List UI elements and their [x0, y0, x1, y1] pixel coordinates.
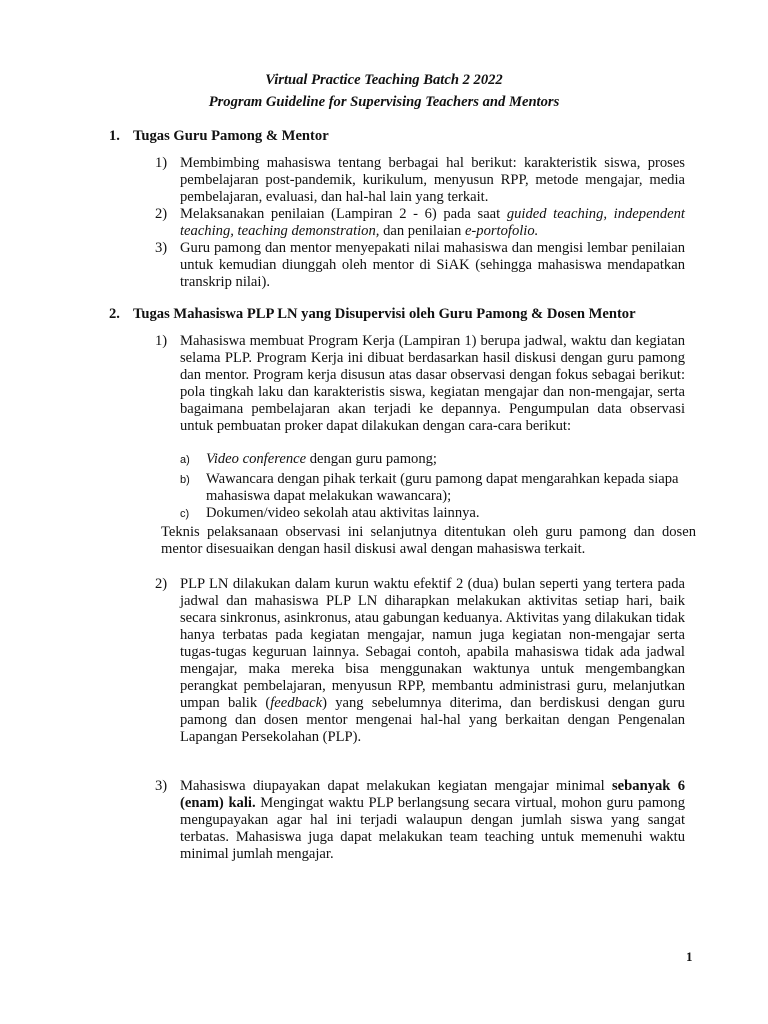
document-title-line2: Program Guideline for Supervising Teachers and Mentors [208, 94, 560, 110]
item-text: Membimbing mahasiswa tentang berbagai hal berikut: karakteristik siswa, proses pembelajaran post-pandemik, kurikulum, menyusun RPP, metode mengajar, media pembelajaran, evaluasi, dan hal-hal lain yang terkait. [180, 155, 685, 205]
item-text-italic: feedback [270, 695, 323, 711]
item-text-part: ) yang sebelumnya diterima, dan berdiskusi dengan guru pamong dan dosen mentor mengenai hal-hal yang berkaitan dengan Pengenalan Lapangan Persekolahan (PLP). [180, 695, 685, 745]
section-2-subitem-a [180, 451, 690, 468]
subitem-number: c) [180, 508, 190, 520]
section-2-subitem-c [180, 505, 690, 522]
observation-note: Teknis pelaksanaan observasi ini selanjutnya ditentukan oleh guru pamong dan dosen mentor disesuaikan dengan hasil diskusi awal dengan mahasiswa terkait. [161, 524, 696, 557]
section-2-subitem-b [180, 471, 690, 505]
subitem-text: Wawancara dengan pihak terkait (guru pamong dapat mengarahkan kepada siapa mahasiswa dapat melakukan wawancara); [206, 471, 679, 504]
item-text-part: Mahasiswa diupayakan dapat melakukan kegiatan mengajar minimal [180, 778, 612, 794]
section-1-item-3 [155, 240, 685, 291]
item-number: 1) [155, 155, 168, 171]
section-2-item-3 [155, 778, 685, 863]
section-2-item-2 [155, 576, 685, 746]
item-text: Guru pamong dan mentor menyepakati nilai mahasiswa dan mengisi lembar penilaian untuk kemudian diunggah oleh mentor di SiAK (sehingga mahasiswa mendapatkan transkrip nilai). [180, 240, 685, 290]
subitem-text-italic: Video conference [206, 451, 307, 467]
item-text-bold: sebanyak 6 (enam) kali. [180, 778, 685, 811]
item-text-part: Mengingat waktu PLP berlangsung secara virtual, mohon guru pamong mengupayakan agar hal ini terjadi walaupun dengan jumlah siswa yang sangat terbatas. Mahasiswa juga dapat melakukan team teaching untuk memenuhi waktu minimal jumlah mengajar. [180, 795, 685, 862]
section-1-item-2 [155, 206, 685, 240]
subitem-text [206, 451, 690, 468]
section-2-number: 2. [109, 306, 120, 322]
item-number: 1) [155, 333, 168, 349]
subitem-number: b) [180, 474, 190, 486]
section-2-title: Tugas Mahasiswa PLP LN yang Disupervisi oleh Guru Pamong & Dosen Mentor [133, 306, 636, 322]
item-number: 2) [155, 206, 168, 222]
item-text-italic: e-portofolio. [464, 223, 539, 239]
item-text-part: dan penilaian [379, 223, 465, 239]
item-text-part: PLP LN dilakukan dalam kurun waktu efektif 2 (dua) bulan seperti yang tertera pada jadwal dan mahasiswa PLP LN diharapkan melakukan aktivitas setiap hari, baik secara sinkronus, asinkronus, atau gabungan keduanya. Aktivitas yang dilakukan tidak hanya terbatas pada kegiatan mengajar, namun juga kegiatan non-mengajar serta tugas-tugas keguruan lainnya. Sebagai contoh, apabila mahasiswa tidak ada jadwal mengajar, maka mereka bisa menggunakan waktunya untuk mengembangkan perangkat pembelajaran, menyusun RPP, membantu administrasi guru, melanjutkan umpan balik ( [180, 576, 685, 711]
item-text-part: Melaksanakan penilaian (Lampiran 2 - 6) pada saat [180, 206, 507, 222]
item-text [180, 206, 685, 240]
subitem-text-part: dengan guru pamong; [306, 451, 437, 467]
item-text: Mahasiswa membuat Program Kerja (Lampiran 1) berupa jadwal, waktu dan kegiatan selama PLP. Program Kerja ini dibuat berdasarkan hasil diskusi dengan guru pamong dan mentor. Program kerja disusun atas dasar observasi dengan fokus sebagai berikut: pola tingkah laku dan karakteristis siswa, kegiatan mengajar dan non-mengajar, serta bagaimana pembelajaran akan terjadi ke depannya. Pengumpulan data observasi untuk pembuatan proker dapat dilakukan dengan cara-cara berikut: [180, 333, 685, 434]
subitem-number: a) [180, 454, 190, 466]
item-text [180, 778, 685, 863]
item-text [180, 576, 685, 746]
item-number: 3) [155, 778, 168, 794]
page-number: 1 [686, 949, 693, 964]
item-text-italic: guided teaching, independent teaching, teaching demonstration, [180, 206, 685, 239]
item-number: 2) [155, 576, 168, 592]
document-title-line1: Virtual Practice Teaching Batch 2 2022 [265, 72, 503, 88]
item-number: 3) [155, 240, 168, 256]
section-1-title: Tugas Guru Pamong & Mentor [133, 128, 329, 144]
section-1-number: 1. [109, 128, 120, 144]
section-1-item-1 [155, 155, 685, 206]
subitem-text: Dokumen/video sekolah atau aktivitas lainnya. [206, 505, 480, 521]
section-2-item-1 [155, 333, 685, 435]
